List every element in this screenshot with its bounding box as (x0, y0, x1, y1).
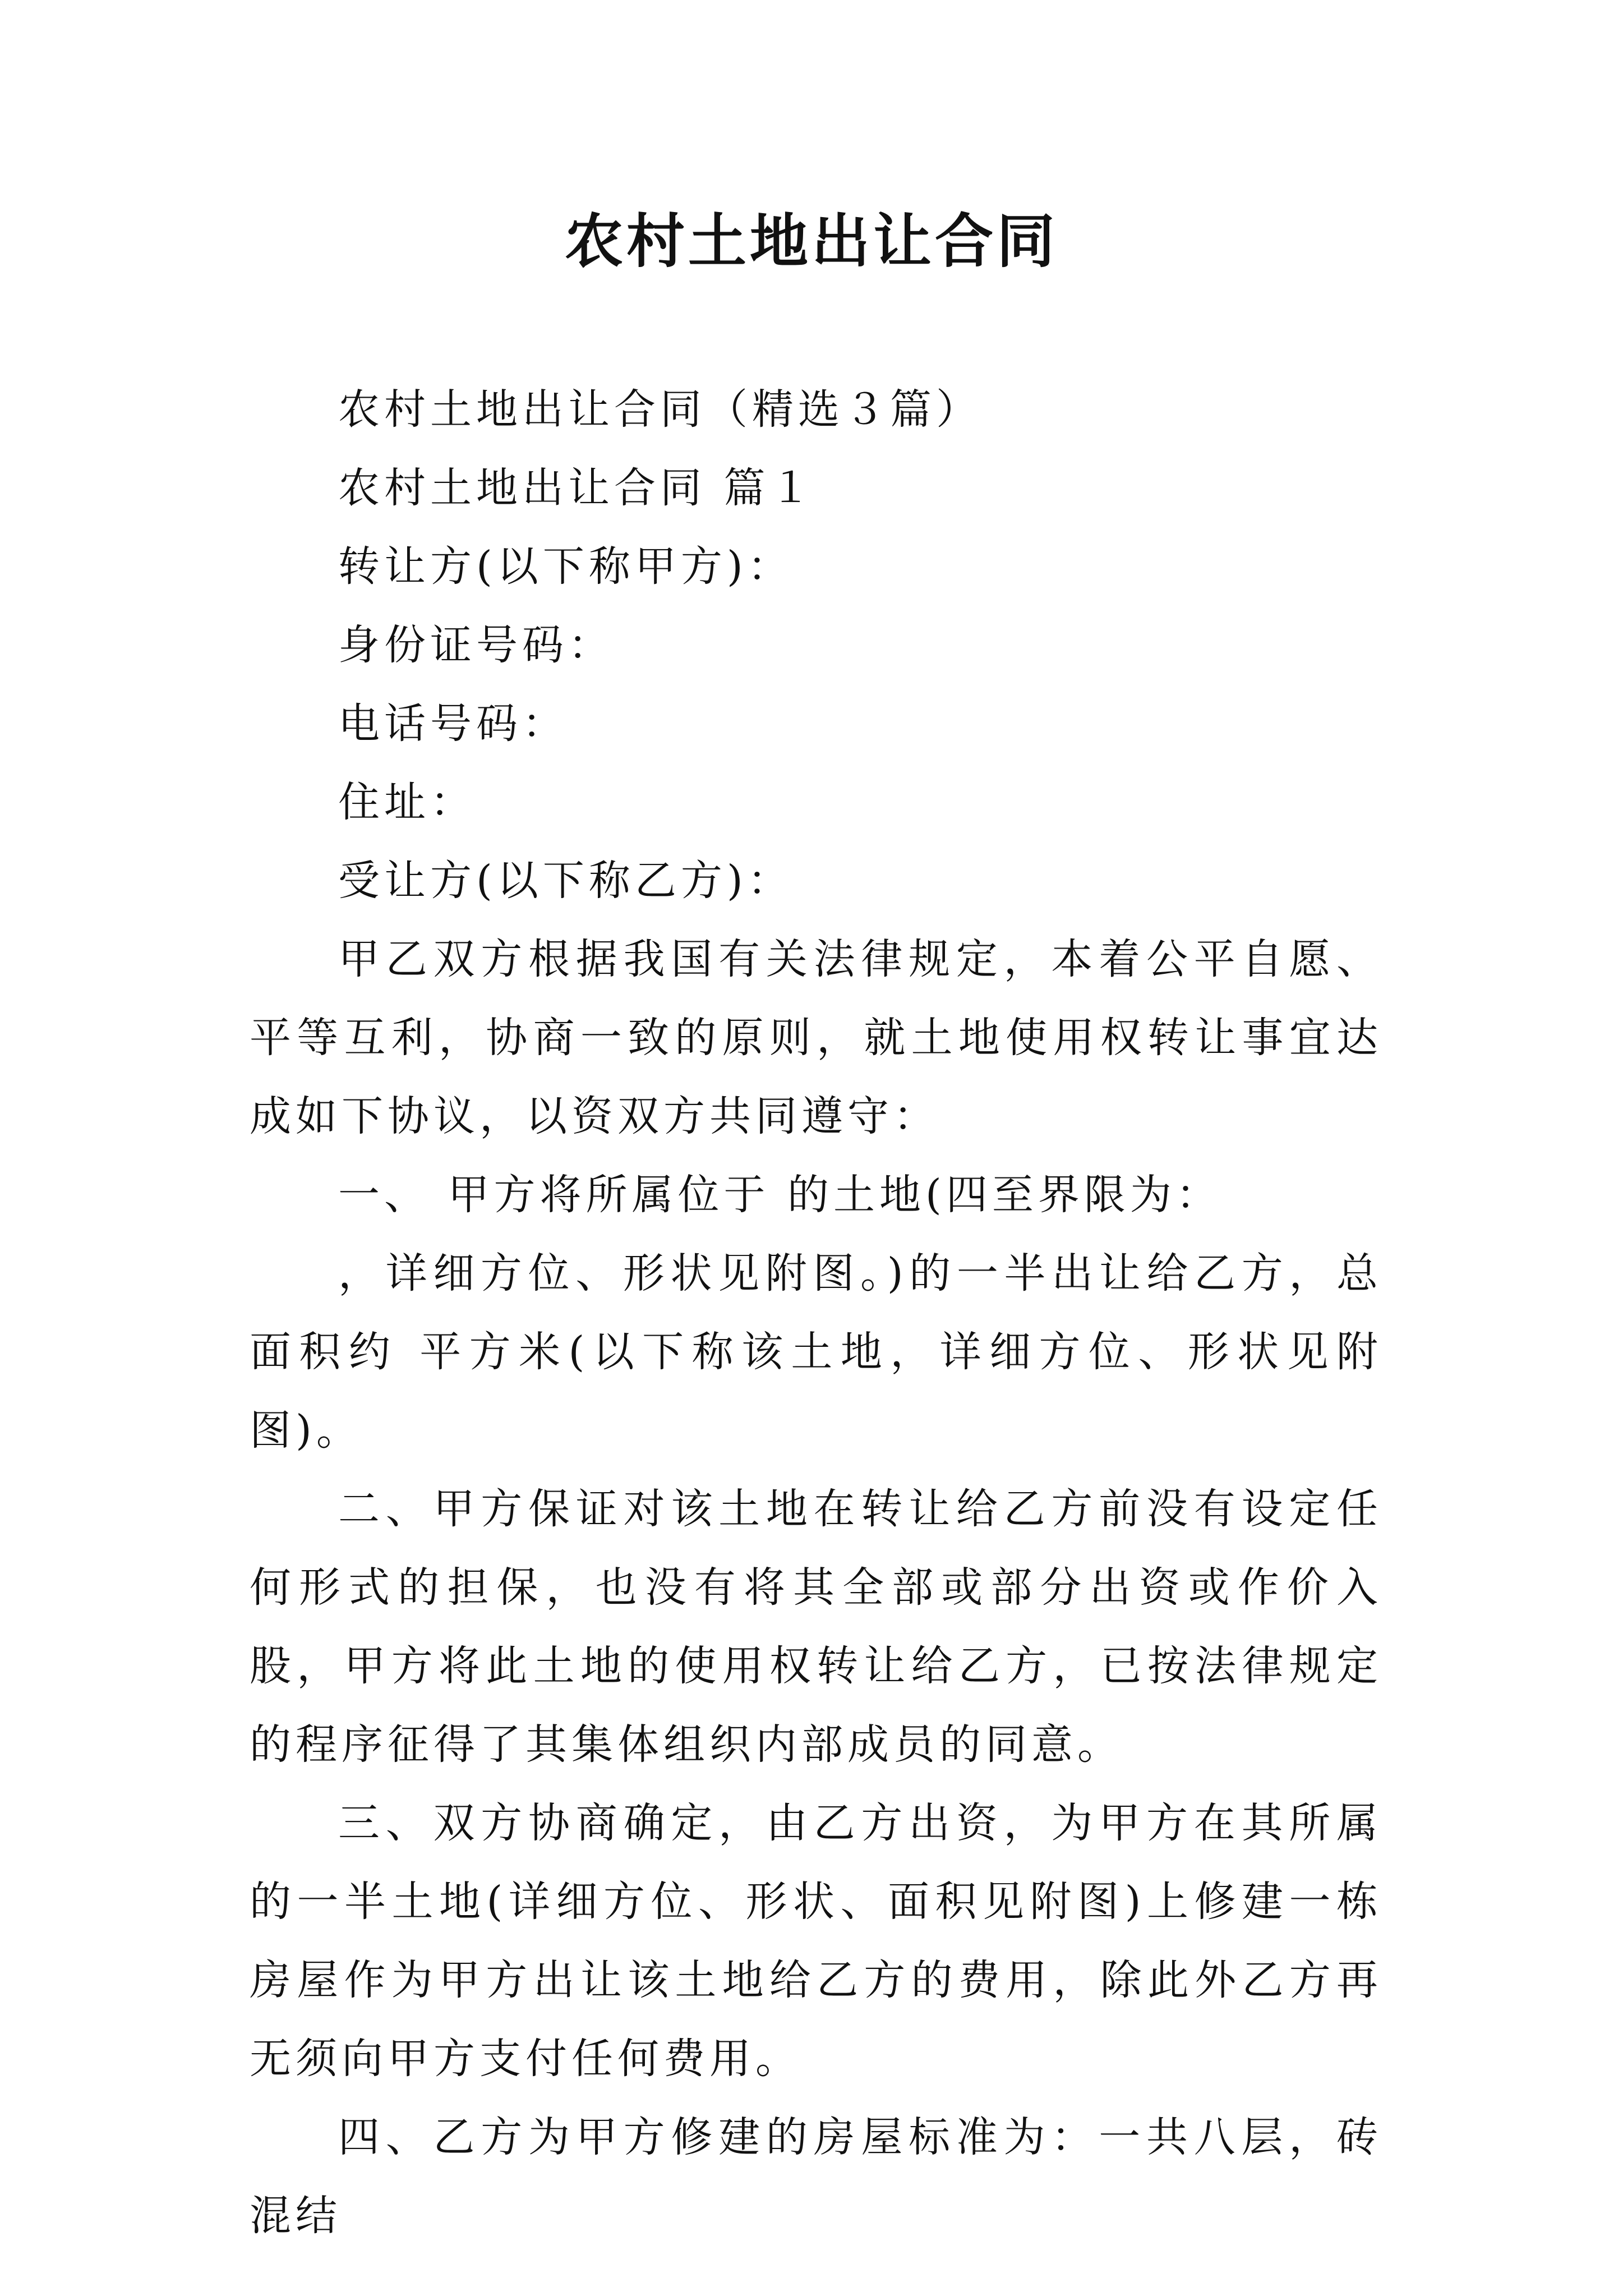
transferee-field: 受让方(以下称乙方)： (338, 857, 794, 905)
clause-3-paragraph: 三、双方协商确定，由乙方出资，为甲方在其所属的一半土地(详细方位、形状、面积见附图)上修建一栋房屋作为甲方出让该土地给乙方的费用，除此外乙方再无须向甲方支付任何费用。 (250, 1799, 1382, 2083)
chapter-heading: 农村土地出让合同 篇１ (338, 464, 816, 512)
clause-1-paragraph: ，详细方位、形状见附图。)的一半出让给乙方，总面积约 平方米(以下称该土地，详细方位、形状见附图)。 (250, 1249, 1382, 1455)
clause-4-paragraph: 四、乙方为甲方修建的房屋标准为：一共八层，砖混结 (250, 2113, 1382, 2240)
phone-field: 电话号码： (338, 700, 568, 748)
clause-1-heading: 一、 甲方将所属位于 的土地(四至界限为： (338, 1171, 1222, 1219)
intro-paragraph: 甲乙双方根据我国有关法律规定，本着公平自愿、平等互利，协商一致的原则，就土地使用权转让事宜达成如下协议，以资双方共同遵守： (250, 935, 1382, 1140)
transferor-field: 转让方(以下称甲方)： (338, 542, 794, 591)
document-title: 农村土地出让合同 (564, 206, 1058, 275)
clause-2-paragraph: 二、甲方保证对该土地在转让给乙方前没有设定任何形式的担保，也没有将其全部或部分出资或作价入股，甲方将此土地的使用权转让给乙方，已按法律规定的程序征得了其集体组织内部成员的同意。 (250, 1485, 1382, 1769)
document-body (250, 370, 1382, 2255)
id-number-field: 身份证号码： (338, 621, 614, 669)
address-field: 住址： (338, 778, 476, 826)
subtitle-line: 农村土地出让合同（精选３篇） (338, 385, 982, 434)
